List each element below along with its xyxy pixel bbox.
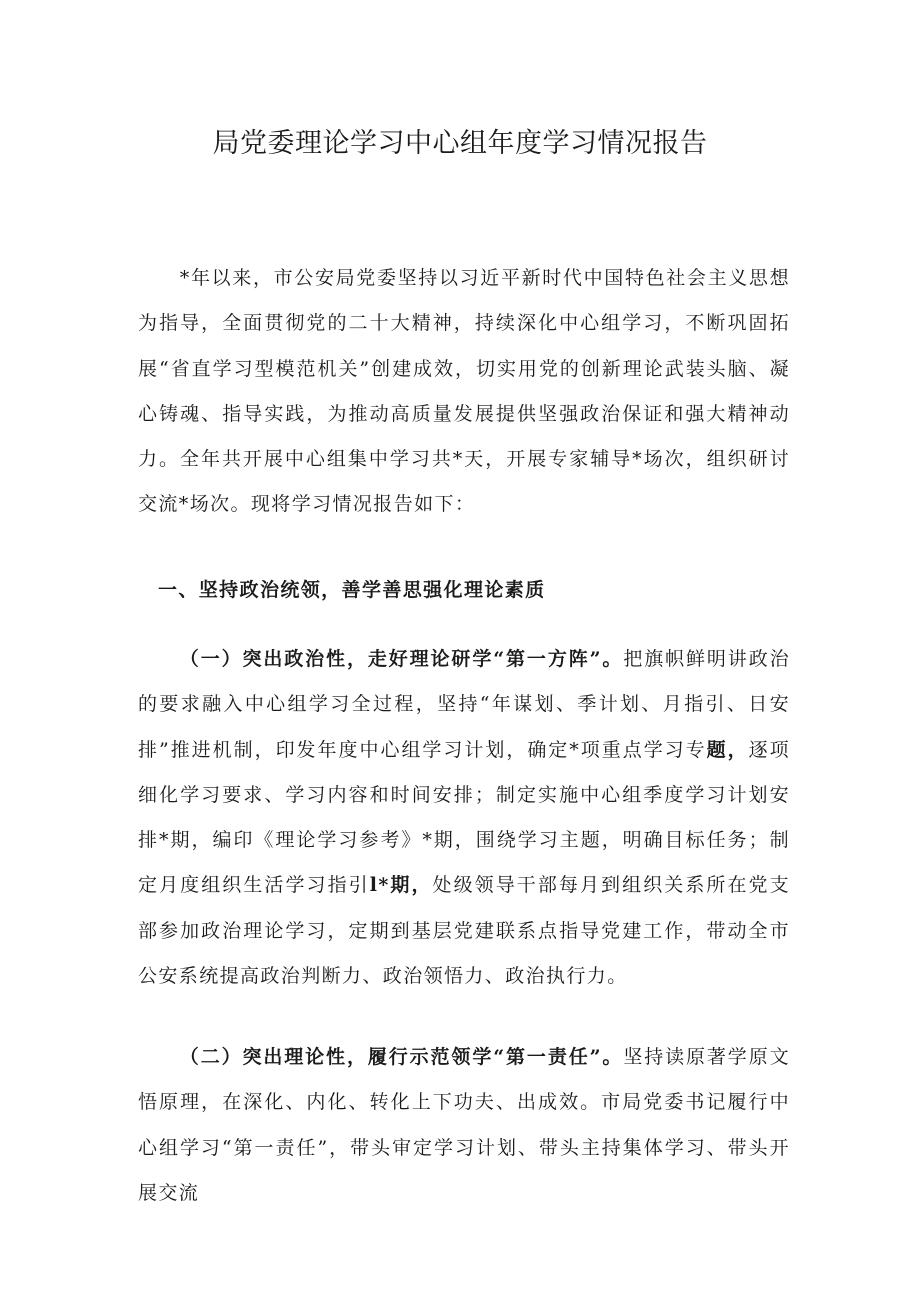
paragraph-item-1 [138,637,790,999]
document-title: 局党委理论学习中心组年度学习情况报告 [212,128,708,159]
item-1-bold-b: l*期， [369,874,433,897]
item-2-text: 坚持读原著学原文悟原理，在深化、内化、转化上下功夫、出成效。市局党委书记履行中心组学习“第一责任”，带头审定学习计划、带头主持集体学习、带头开展交流 [138,1046,790,1204]
section-heading: 一、坚持政治统领，善学善思强化理论素质 [157,579,546,601]
item-1-lead: （一）突出政治性，走好理论研学“第一方阵”。 [179,648,624,670]
item-1-text-b: 逐项细化学习要求、学习内容和时间安排；制定实施中心组季度学习计划安排*期，编印《理论学习参考》*期，围绕学习主题，明确目标任务；制定月度组织生活学习指引 [138,738,790,897]
item-1-bold-a: 题， [706,738,749,761]
item-2-lead: （二）突出理论性，履行示范领学“第一责任”。 [179,1046,624,1068]
intro-paragraph: *年以来，市公安局党委坚持以习近平新时代中国特色社会主义思想为指导，全面贯彻党的二十大精神，持续深化中心组学习，不断巩固拓展“省直学习型模范机关”创建成效，切实用党的创新理论武装头脑、凝心铸魂、指导实践，为推动高质量发展提供坚强政治保证和强大精神动力。全年共开展中心组集中学习共*天，开展专家辅导*场次，组织研讨交流*场次。现将学习情况报告如下： [138,267,790,516]
paragraph-item-2 [138,1035,790,1216]
item-1-text-c: 处级领导干部每月到组织关系所在党支部参加政治理论学习，定期到基层党建联系点指导党建工作，带动全市公安系统提高政治判断力、政治领悟力、政治执行力。 [138,874,790,988]
item-1-text-a: 把旗帜鲜明讲政治的要求融入中心组学习全过程，坚持“年谋划、季计划、月指引、日安排”推进机制，印发年度中心组学习计划，确定*项重点学习专 [138,648,790,761]
